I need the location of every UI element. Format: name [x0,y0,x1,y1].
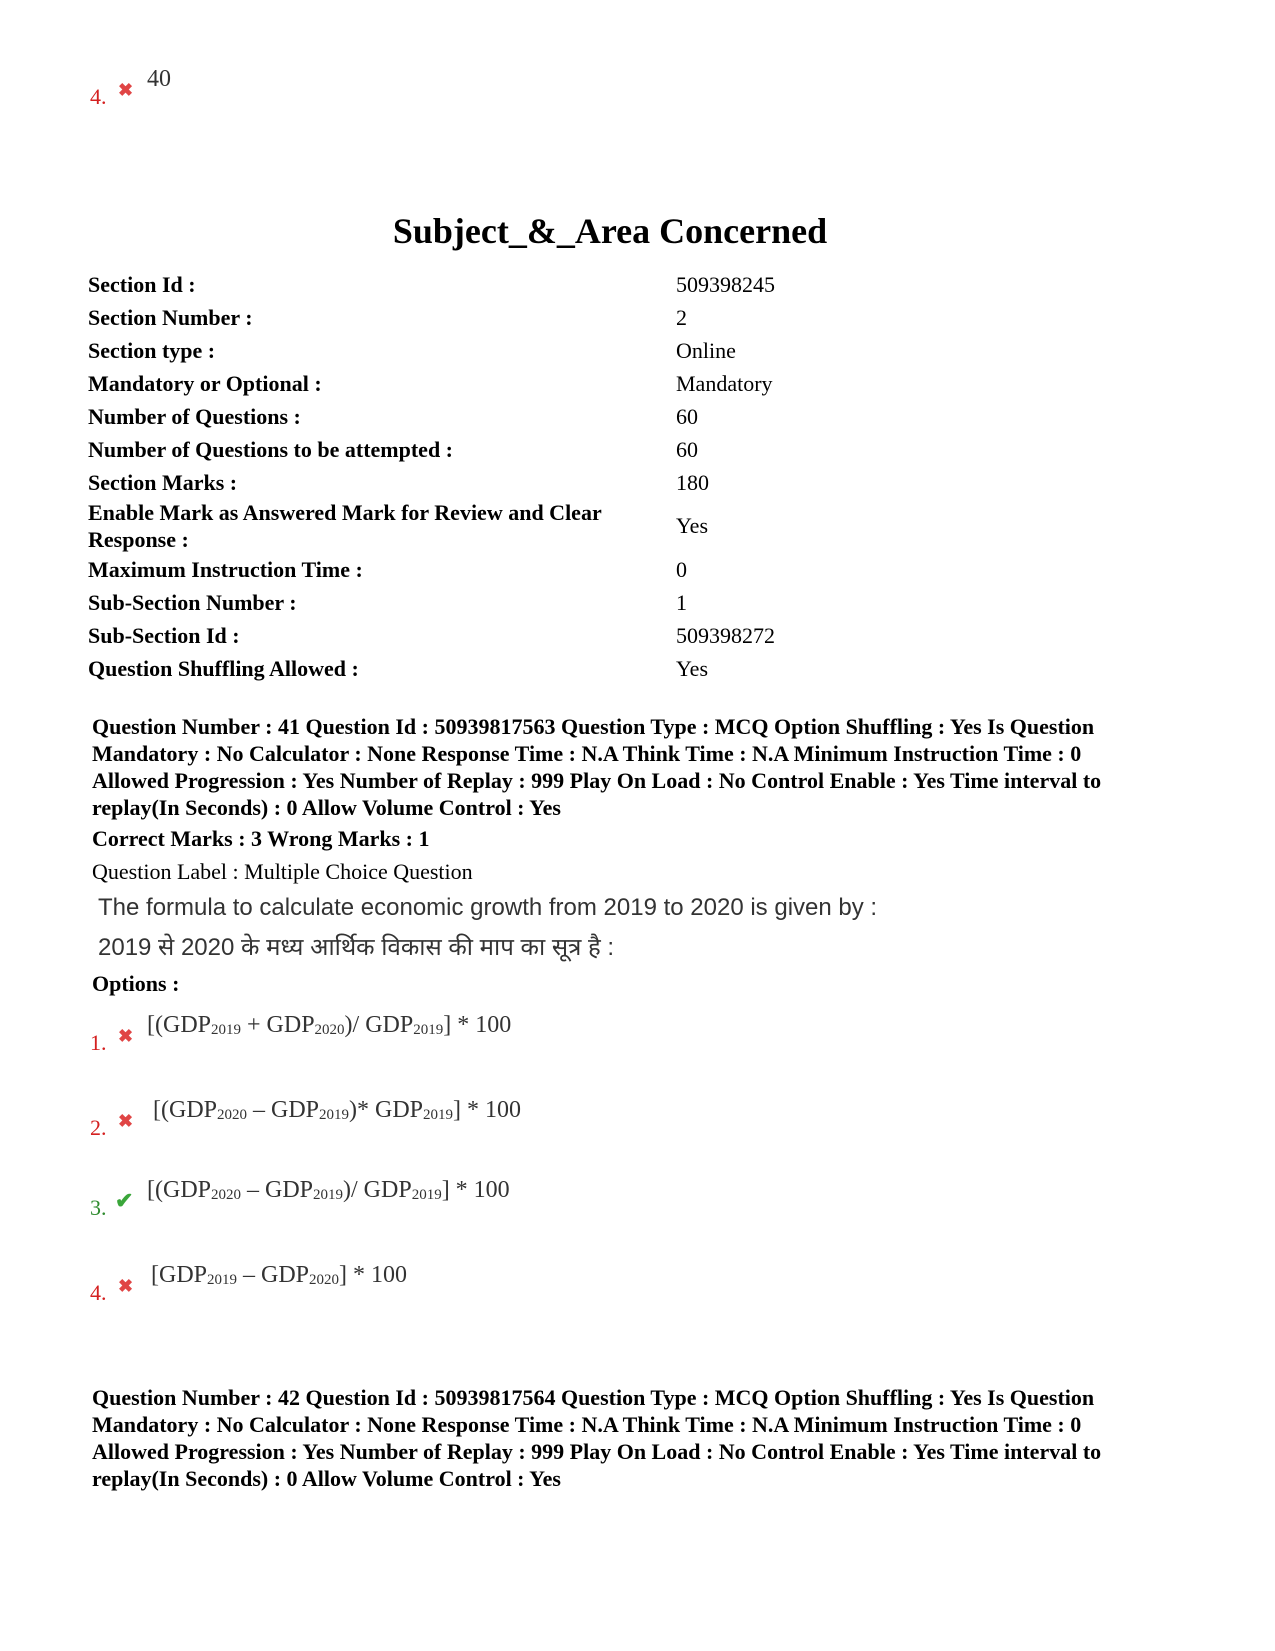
formula-part: – GDP [241,1177,314,1203]
option-formula [147,1012,511,1039]
marks-info: Correct Marks : 3 Wrong Marks : 1 [92,826,430,851]
formula-subscript: 2019 [313,1187,344,1203]
section-info-row [88,619,775,652]
info-value: 1 [676,589,687,615]
formula-part: )/ GDP [344,1012,414,1038]
option-formula [147,1177,510,1204]
info-value: 60 [676,403,698,429]
formula-subscript: 2020 [211,1187,241,1203]
question-header: Question Number : 41 Question Id : 50939817563 Question Type : MCQ Option Shuffling : Yes Is Question Mandatory : No Calculator : None Response Time : N.A Think Time : N.A Minimum Instruction Time : 0 Allowed Progression : Yes Number of Replay : 999 Play On Load : No Control Enable : Yes Time interval to replay(In Seconds) : 0 Allow Volume Control : Yes [92,714,1102,820]
info-label: Sub-Section Id : [88,622,240,648]
formula-subscript: 2019 [413,1022,444,1038]
info-value: 180 [676,469,709,495]
info-value: 509398272 [676,622,775,648]
info-label: Section Number : [88,304,253,330]
formula-subscript: 2019 [411,1187,442,1203]
formula-subscript: 2019 [423,1107,454,1123]
section-title: Subject_&_Area Concerned [392,211,828,251]
section-info-row [88,301,775,334]
question-text-hindi: 2019 से 2020 के मध्य आर्थिक विकास की माप का सूत्र है : [98,934,615,961]
wrong-icon: ✖ [118,1276,134,1296]
formula-subscript: 2019 [207,1272,238,1288]
wrong-icon: ✖ [118,80,134,100]
section-info-row [88,400,775,433]
formula-part: ] * 100 [443,1012,512,1038]
info-label: Number of Questions to be attempted : [88,436,454,462]
info-label: Mandatory or Optional : [88,370,322,396]
option-number: 2. [90,1115,107,1140]
info-value: 60 [676,436,698,462]
info-value: Yes [676,655,709,681]
option-number: 3. [90,1195,107,1220]
info-value: Mandatory [676,370,773,396]
formula-part: [(GDP [153,1097,217,1123]
section-info-row [88,367,775,400]
wrong-icon: ✖ [118,1026,134,1046]
section-info-row [88,553,775,586]
info-label: Sub-Section Number : [88,589,297,615]
formula-part: ] * 100 [441,1177,510,1203]
question-label: Question Label : Multiple Choice Question [92,859,473,884]
info-label: Section type : [88,337,216,363]
option-formula [151,1262,407,1289]
formula-part: )/ GDP [343,1177,412,1203]
option-formula [153,1097,521,1124]
question-header: Question Number : 42 Question Id : 50939817564 Question Type : MCQ Option Shuffling : Yes Is Question Mandatory : No Calculator : None Response Time : N.A Think Time : N.A Minimum Instruction Time : 0 Allowed Progression : Yes Number of Replay : 999 Play On Load : No Control Enable : Yes Time interval to replay(In Seconds) : 0 Allow Volume Control : Yes [92,1385,1102,1491]
formula-subscript: 2020 [217,1107,247,1123]
info-value: Online [676,337,736,363]
info-value: 2 [676,304,687,330]
options-label: Options : [92,971,180,996]
formula-subscript: 2019 [211,1022,241,1038]
info-value: Yes [676,513,709,538]
info-label: Question Shuffling Allowed : [88,655,359,681]
section-info-row [88,652,775,685]
section-info-row [88,334,775,367]
option-number: 4. [90,1280,107,1305]
option-number: 1. [90,1030,107,1055]
info-value: 509398245 [676,271,775,297]
formula-part: )* GDP [349,1097,424,1123]
formula-part: [(GDP [147,1177,211,1203]
option-text: 40 [147,66,171,92]
section-info-row [88,466,775,499]
info-label: Enable Mark as Answered Mark for Review and Clear Response : [88,500,602,552]
section-info-row [88,586,775,619]
question-text-english: The formula to calculate economic growth from 2019 to 2020 is given by : [98,894,878,921]
option-number: 4. [90,84,107,109]
formula-part: + GDP [241,1012,315,1038]
info-label: Maximum Instruction Time : [88,556,363,582]
info-label: Number of Questions : [88,403,301,429]
section-info-table [88,268,775,685]
formula-part: ] * 100 [453,1097,522,1123]
info-value: 0 [676,556,687,582]
correct-icon: ✔ [115,1188,134,1213]
formula-subscript: 2020 [309,1272,340,1288]
section-info-row [88,433,775,466]
formula-part: – GDP [247,1097,320,1123]
formula-part: ] * 100 [339,1262,408,1288]
section-info-row [88,499,775,553]
section-info-row [88,268,775,301]
formula-subscript: 2020 [314,1022,345,1038]
formula-part: [GDP [151,1262,208,1288]
info-label: Section Marks : [88,469,238,495]
formula-subscript: 2019 [319,1107,350,1123]
formula-part: – GDP [237,1262,310,1288]
formula-part: [(GDP [147,1012,211,1038]
wrong-icon: ✖ [118,1111,134,1131]
info-label: Section Id : [88,271,196,297]
